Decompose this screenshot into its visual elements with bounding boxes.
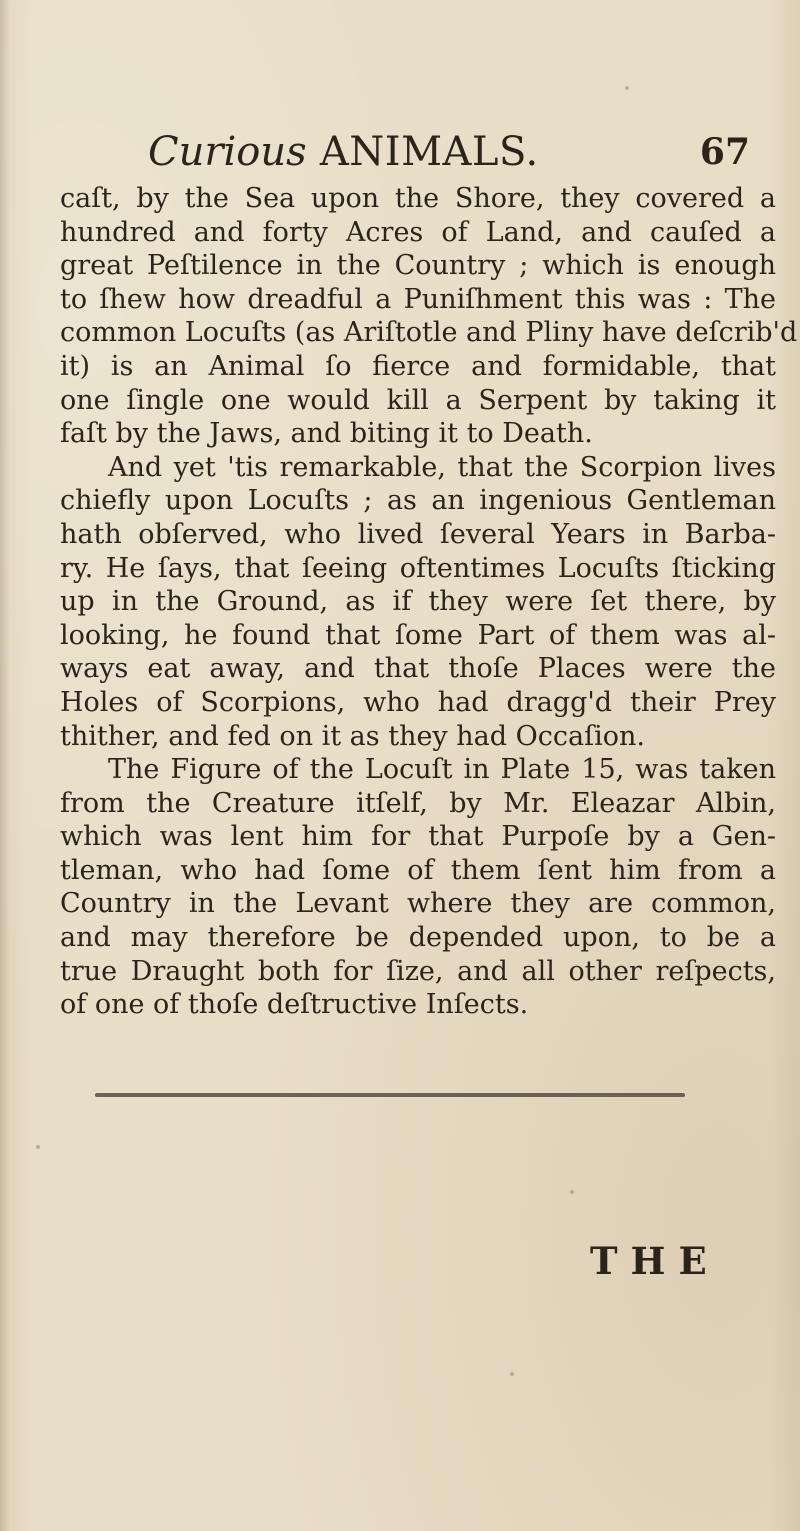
text-line: chiefly upon Locuſts ; as an ingenious Gentleman [60, 485, 776, 517]
text-line: true Draught both for ſize, and all other reſpects, [60, 955, 776, 987]
text-line: common Locuſts (as Ariſtotle and Pliny have deſcrib'd [60, 317, 798, 349]
text-line: Holes of Scorpions, who had dragg'd their Prey [60, 686, 776, 718]
text-line: it) is an Animal ſo fierce and formidable, that [60, 350, 776, 382]
text-line: from the Creature itſelf, by Mr. Eleazar Albin, [60, 787, 776, 819]
text-line: ry. He ſays, that ſeeing oftentimes Locuſts ſticking [60, 552, 776, 584]
text-line: hath obſerved, who lived ſeveral Years in Barba- [60, 518, 776, 550]
text-line: ways eat away, and that thoſe Places were the [60, 653, 776, 685]
text-line: hundred and forty Acres of Land, and cauſed a [60, 216, 776, 248]
horizontal-rule [95, 1093, 685, 1097]
running-title-italic: Curious [148, 129, 307, 175]
text-line: faſt by the Jaws, and biting it to Death. [60, 418, 593, 450]
text-line: looking, he found that ſome Part of them was al- [60, 619, 776, 651]
running-title-caps: ANIMALS. [319, 129, 539, 175]
paragraph-first-line: The Figure of the Locuſt in Plate 15, was taken [108, 754, 776, 786]
paper-speck [36, 1145, 40, 1149]
page-gutter-shadow [0, 0, 10, 1531]
text-line: to ſhew how dreadful a Puniſhment this was : The [60, 283, 776, 315]
running-title [148, 128, 539, 176]
paper-speck [570, 1190, 574, 1194]
text-line: caſt, by the Sea upon the Shore, they covered a [60, 183, 776, 214]
text-line: one ſingle one would kill a Serpent by taking it [60, 384, 776, 416]
text-line: of one of thoſe deſtructive Inſects. [60, 989, 529, 1021]
page-number: 67 [699, 131, 750, 173]
text-line: up in the Ground, as if they were ſet there, by [60, 586, 776, 618]
catchword: THE [590, 1239, 720, 1283]
paragraph-first-line: And yet 'tis remarkable, that the Scorpion lives [108, 451, 776, 483]
text-line: Country in the Levant where they are common, [60, 888, 776, 920]
text-line: thither, and fed on it as they had Occaſion. [60, 720, 645, 752]
paper-speck [625, 86, 629, 90]
text-line: which was lent him for that Purpoſe by a Gen- [60, 821, 776, 853]
text-line: and may therefore be depended upon, to be a [60, 922, 776, 954]
paper-speck [510, 1372, 514, 1376]
text-line: great Peſtilence in the Country ; which is enough [60, 250, 776, 282]
text-line: tleman, who had ſome of them ſent him from a [60, 854, 776, 886]
body-text [60, 182, 798, 1022]
page-header [60, 128, 750, 186]
